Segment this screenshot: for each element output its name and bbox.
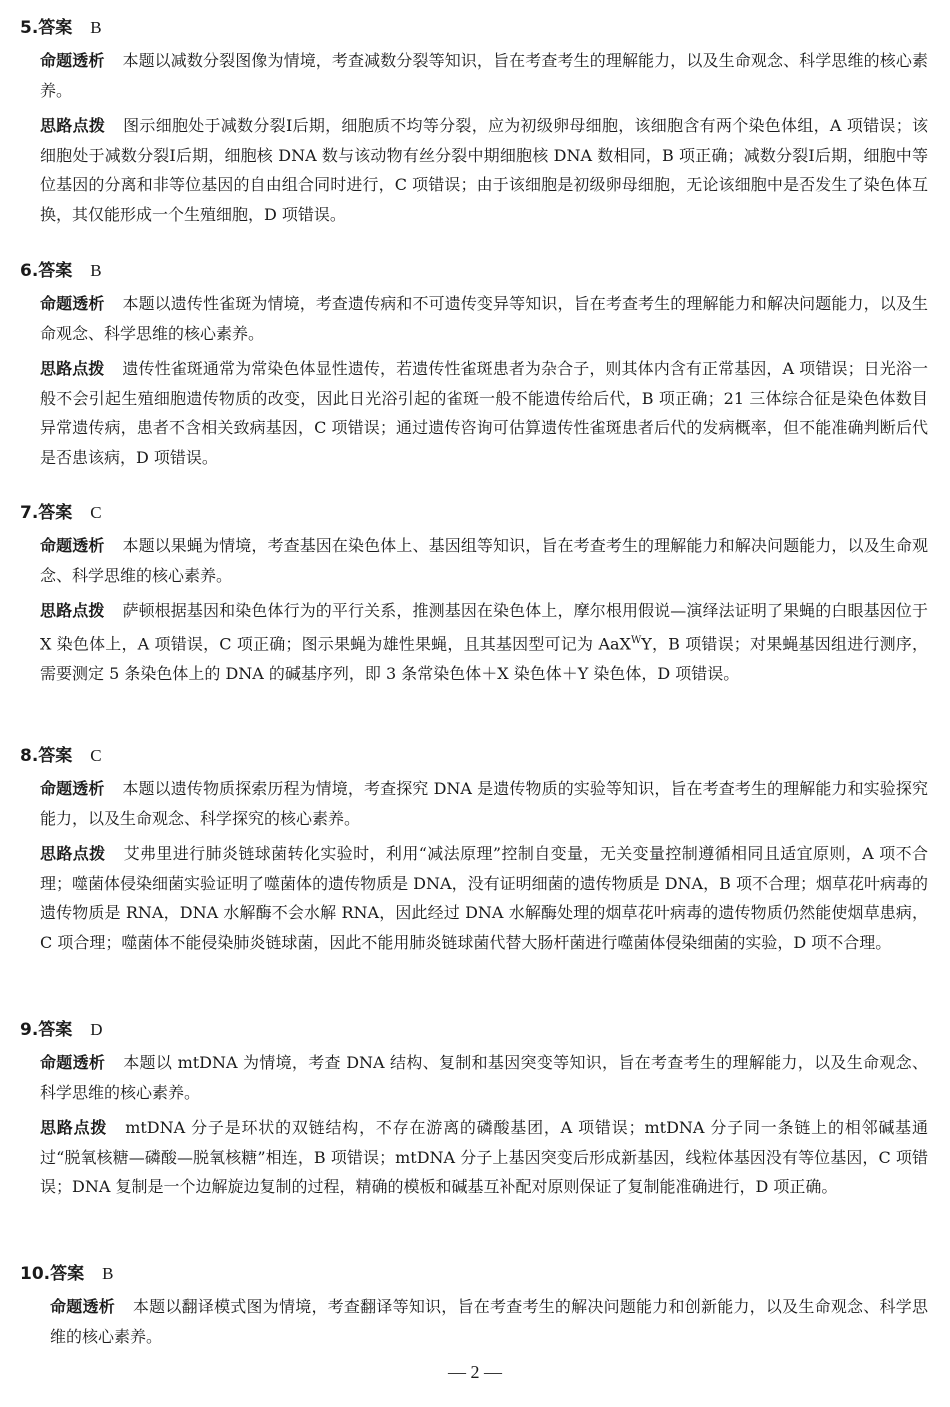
question-number: 6.	[20, 261, 39, 281]
question-8	[0, 744, 950, 958]
answer-line	[0, 16, 950, 40]
analysis-text: 本题以遗传物质探索历程为情境，考查探究 DNA 是遗传物质的实验等知识，旨在考查考生的理解能力和实验探究能力，以及生命观念、科学探究的核心素养。	[40, 779, 928, 828]
question-number: 10.	[20, 1264, 51, 1284]
hint-text: mtDNA 分子是环状的双链结构，不存在游离的磷酸基团，A 项错误；mtDNA 分子同一条链上的相邻碱基通过“脱氧核糖—磷酸—脱氧核糖”相连，B 项错误；mtDNA 分子上基因突变后形成新基因，线粒体基因没有等位基因，C 项错误；DNA 复制是一个边解旋边复制的过程，精确的模板和碱基互补配对原则保证了复制能准确进行，D 项正确。	[40, 1118, 928, 1197]
answer-line	[0, 1262, 950, 1286]
answer-label: 答案	[38, 261, 73, 281]
question-number: 7.	[20, 503, 39, 523]
question-number: 5.	[20, 18, 39, 38]
question-6	[0, 259, 950, 473]
hint-label: 思路点拨	[40, 359, 105, 379]
analysis-text: 本题以 mtDNA 为情境，考查 DNA 结构、复制和基因突变等知识，旨在考查考生的理解能力，以及生命观念、科学思维的核心素养。	[40, 1053, 928, 1102]
hint-paragraph	[0, 596, 950, 688]
analysis-label: 命题透析	[40, 779, 105, 798]
analysis-text: 本题以减数分裂图像为情境，考查减数分裂等知识，旨在考查考生的理解能力，以及生命观念、科学思维的核心素养。	[40, 51, 928, 100]
answer-line	[0, 259, 950, 283]
answer-value: B	[90, 261, 102, 280]
hint-label: 思路点拨	[40, 1118, 108, 1138]
question-5	[0, 16, 950, 230]
answer-label: 答案	[38, 18, 73, 38]
question-9	[0, 1018, 950, 1202]
answer-label: 答案	[38, 503, 73, 523]
question-number: 9.	[20, 1020, 39, 1040]
hint-label: 思路点拨	[40, 601, 105, 621]
analysis-label: 命题透析	[40, 536, 105, 555]
answer-label: 答案	[38, 1020, 73, 1040]
page-number: — 2 —	[448, 1362, 502, 1382]
answer-line	[0, 501, 950, 525]
hint-paragraph	[0, 354, 950, 472]
hint-text-part-1: 萨顿根据基因和染色体行为的平行关系，推测基因在染色体上，摩尔根用假说—演绎法证明了果蝇的白眼基因位于 X 染色体上，A 项错误，C 项正确；图示果蝇为雄性果蝇，且其基因型可记为 AaX	[40, 601, 928, 654]
analysis-paragraph	[0, 1292, 950, 1351]
analysis-label: 命题透析	[40, 51, 105, 70]
hint-text: 图示细胞处于减数分裂Ⅰ后期，细胞质不均等分裂，应为初级卵母细胞，该细胞含有两个染色体组，A 项错误；该细胞处于减数分裂Ⅰ后期，细胞核 DNA 数与该动物有丝分裂中期细胞核 DNA 数相同，B 项正确；减数分裂Ⅰ后期，细胞中等位基因的分离和非等位基因的自由组合同时进行，C 项错误；由于该细胞是初级卵母细胞，无论该细胞中是否发生了染色体互换，其仅能形成一个生殖细胞，D 项错误。	[40, 116, 928, 224]
analysis-paragraph	[0, 46, 950, 105]
hint-text-part-2: Y，B 项错误；对果蝇基因组进行测序，需要测定 5 条染色体上的 DNA 的碱基序列，即 3 条常染色体＋X 染色体＋Y 染色体，D 项错误。	[40, 634, 928, 683]
answer-value: B	[90, 18, 102, 37]
analysis-label: 命题透析	[40, 294, 105, 313]
hint-text: 遗传性雀斑通常为常染色体显性遗传，若遗传性雀斑患者为杂合子，则其体内含有正常基因，A 项错误；日光浴一般不会引起生殖细胞遗传物质的改变，因此日光浴引起的雀斑一般不能遗传给后代，B 项正确；21 三体综合征是染色体数目异常遗传病，患者不含相关致病基因，C 项错误；通过遗传咨询可估算遗传性雀斑患者后代的发病概率，但不能准确判断后代是否患该病，D 项错误。	[40, 359, 928, 467]
question-7	[0, 501, 950, 688]
hint-superscript: W	[630, 634, 642, 646]
analysis-paragraph	[0, 1048, 950, 1107]
analysis-paragraph	[0, 289, 950, 348]
answer-value: C	[90, 746, 102, 765]
analysis-text: 本题以遗传性雀斑为情境，考查遗传病和不可遗传变异等知识，旨在考查考生的理解能力和解决问题能力，以及生命观念、科学思维的核心素养。	[40, 294, 928, 343]
answer-label: 答案	[38, 746, 73, 766]
hint-paragraph	[0, 839, 950, 957]
answer-label: 答案	[50, 1264, 85, 1284]
hint-paragraph	[0, 1113, 950, 1202]
hint-text: 艾弗里进行肺炎链球菌转化实验时，利用“减法原理”控制自变量，无关变量控制遵循相同且适宜原则，A 项不合理；噬菌体侵染细菌实验证明了噬菌体的遗传物质是 DNA，没有证明细菌的遗传物质是 DNA，B 项不合理；烟草花叶病毒的遗传物质是 RNA，DNA 水解酶不会水解 RNA，因此经过 DNA 水解酶处理的烟草花叶病毒的遗传物质仍然能使烟草患病，C 项合理；噬菌体不能侵染肺炎链球菌，因此不能用肺炎链球菌代替大肠杆菌进行噬菌体侵染细菌的实验，D 项不合理。	[40, 844, 928, 952]
question-10	[0, 1262, 950, 1351]
analysis-paragraph	[0, 774, 950, 833]
hint-label: 思路点拨	[40, 844, 106, 864]
answer-line	[0, 744, 950, 768]
answer-value: D	[90, 1020, 103, 1039]
answer-value: C	[90, 503, 102, 522]
analysis-paragraph	[0, 531, 950, 590]
answer-line	[0, 1018, 950, 1042]
question-number: 8.	[20, 746, 39, 766]
analysis-label: 命题透析	[40, 1053, 106, 1072]
hint-paragraph	[0, 111, 950, 229]
analysis-text: 本题以果蝇为情境，考查基因在染色体上、基因组等知识，旨在考查考生的理解能力和解决问题能力，以及生命观念、科学思维的核心素养。	[40, 536, 928, 585]
analysis-text: 本题以翻译模式图为情境，考查翻译等知识，旨在考查考生的解决问题能力和创新能力，以及生命观念、科学思维的核心素养。	[50, 1297, 928, 1346]
analysis-label: 命题透析	[50, 1297, 115, 1316]
hint-label: 思路点拨	[40, 116, 106, 136]
answer-value: B	[102, 1264, 114, 1283]
